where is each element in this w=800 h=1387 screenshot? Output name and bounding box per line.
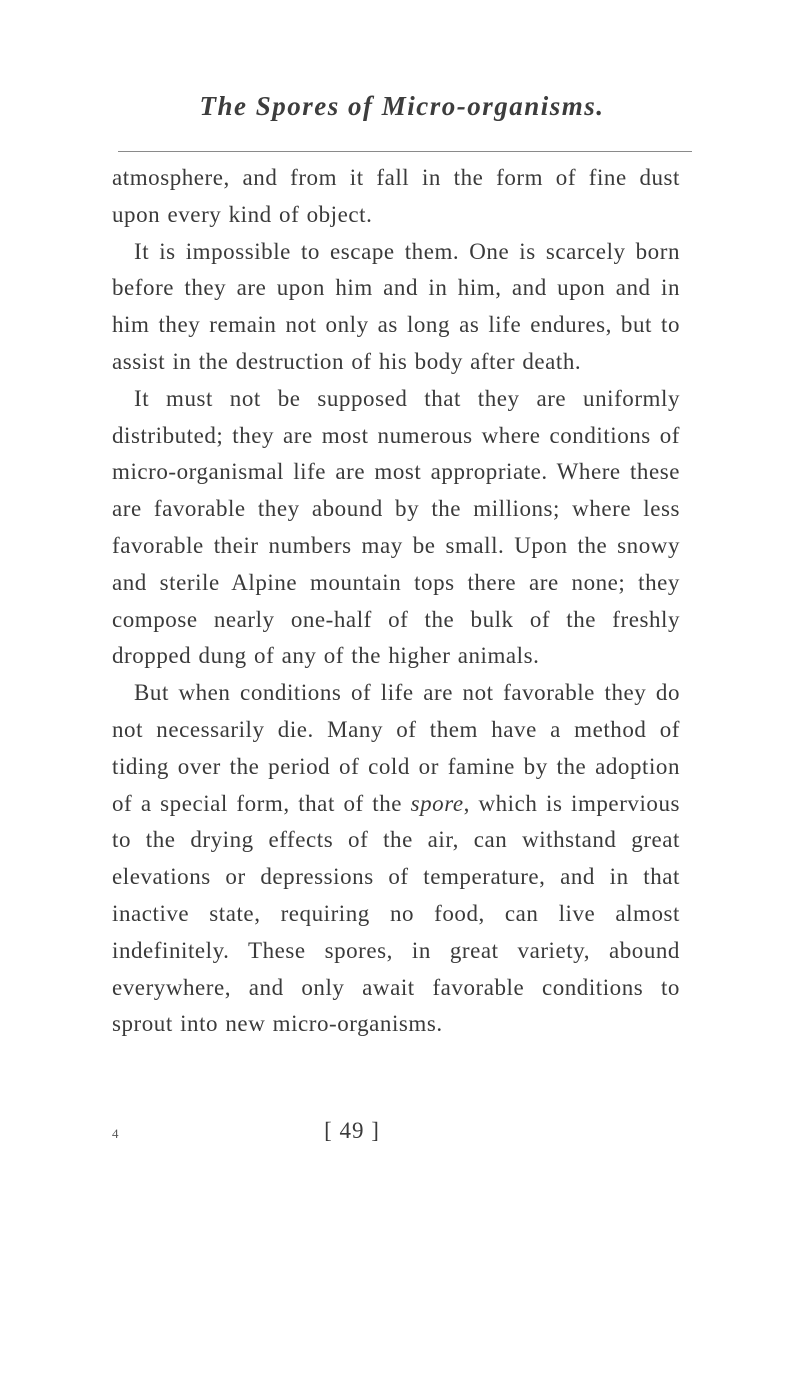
paragraph-continued: atmosphere, and from it fall in the form of fine dust upon every kind of object.	[112, 165, 680, 227]
paragraph: It is impossible to escape them. One is scarcely born before they are upon him and in him, and upon and in him they remain not only as long as life endures, but to assist in the destruction of his body after death.	[112, 238, 680, 374]
emphasis-term: spore	[410, 790, 464, 816]
paragraph-text: , which is impervious to the drying effects of the air, can withstand great elevations or depressions of temperature, and in that inactive state, requiring no food, can live almost indefinitely. These spores, in great variety, abound everywhere, and only await favorable conditions to sprout into new micro-organisms.	[112, 790, 680, 1037]
paragraph: It must not be supposed that they are uniformly distributed; they are most numerous where conditions of micro-organismal life are most appropriate. Where these are favorable they abound by the millions; where less favorable their numbers may be small. Upon the snowy and sterile Alpine mountain tops there are none; they compose nearly one-half of the bulk of the freshly dropped dung of any of the higher animals.	[112, 385, 680, 669]
signature-mark: 4	[112, 1126, 119, 1141]
paragraph-text: But when conditions of life are not favorable they do not necessarily die. Many of them have a method of tiding over the period of cold or famine by the adoption of a special form, that of the	[112, 680, 680, 816]
header-rule	[118, 151, 692, 152]
body-text	[112, 160, 680, 1043]
paragraph	[112, 675, 680, 1043]
running-head: The Spores of Micro-organisms.	[199, 91, 605, 121]
book-page	[112, 0, 692, 1387]
page-number: [ 49 ]	[324, 1118, 380, 1143]
